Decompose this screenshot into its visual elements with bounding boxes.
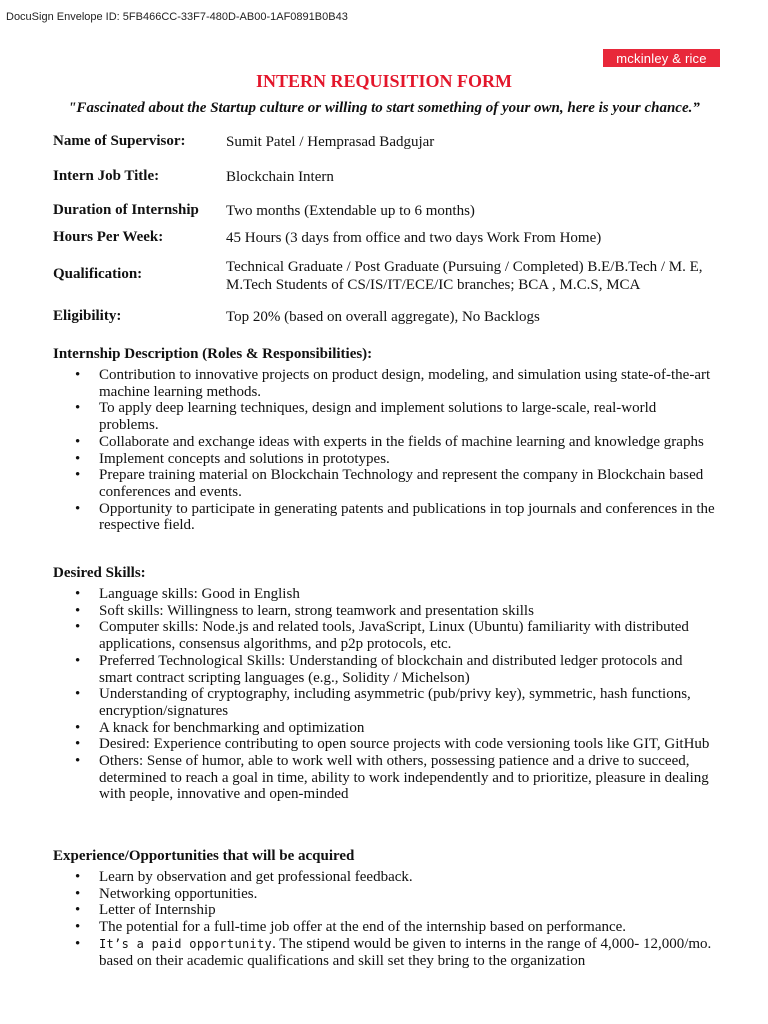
stipend-text: . The stipend would be given to interns in the range of 4,000- 12,000/mo. based on their academic qualifications and skill set they bring to the organization [99,935,712,969]
brand-logo: mckinley & rice [603,49,720,67]
section-heading-experience: Experience/Opportunities that will be acquired [53,848,355,864]
field-value: 45 Hours (3 days from office and two days Work From Home) [226,230,602,246]
tagline: "Fascinated about the Startup culture or willing to start something of your own, here is your chance.” [68,100,700,116]
roles-list [53,367,718,534]
field-label: Name of Supervisor: [53,133,186,149]
list-item: • Understanding of cryptography, including asymmetric (pub/privy key), symmetric, hash functions, encryption/signatures [53,686,718,719]
list-item: • Preferred Technological Skills: Understanding of blockchain and distributed ledger protocols and smart contract scripting languages (e.g., Solidity / Michelson) [53,653,718,686]
experience-list [53,869,718,969]
field-value: Technical Graduate / Post Graduate (Pursuing / Completed) B.E/B.Tech / M. E, M.Tech Students of CS/IS/IT/ECE/IC branches; BCA , M.C.S, MCA [226,259,703,293]
paid-opportunity-text: It’s a paid opportunity [99,936,273,951]
field-value: Two months (Extendable up to 6 months) [226,203,475,219]
list-item: • Language skills: Good in English [53,586,718,603]
list-item: • Collaborate and exchange ideas with experts in the fields of machine learning and knowledge graphs [53,434,718,451]
list-item: • A knack for benchmarking and optimization [53,720,718,737]
field-label: Hours Per Week: [53,229,164,245]
form-title: INTERN REQUISITION FORM [255,71,513,91]
list-item: • Networking opportunities. [53,886,718,903]
envelope-id: DocuSign Envelope ID: 5FB466CC-33F7-480D-AB00-1AF0891B0B43 [6,11,348,23]
list-item: • Computer skills: Node.js and related tools, JavaScript, Linux (Ubuntu) familiarity with distributed applications, consensus algorithms, and p2p protocols, etc. [53,619,718,652]
field-label: Intern Job Title: [53,168,160,184]
field-value: Blockchain Intern [226,169,334,185]
list-item: • The potential for a full-time job offer at the end of the internship based on performance. [53,919,718,936]
field-value: Sumit Patel / Hemprasad Badgujar [226,134,435,150]
list-item: • Letter of Internship [53,902,718,919]
field-label: Eligibility: [53,308,122,324]
list-item: • Contribution to innovative projects on product design, modeling, and simulation using state-of-the-art machine learning methods. [53,367,718,400]
field-label: Qualification: [53,266,143,282]
list-item: • Desired: Experience contributing to open source projects with code versioning tools like GIT, GitHub [53,736,718,753]
list-item: • Soft skills: Willingness to learn, strong teamwork and presentation skills [53,603,718,620]
list-item: • Learn by observation and get professional feedback. [53,869,718,886]
list-item: • Others: Sense of humor, able to work well with others, possessing patience and a drive to succeed, determined to reach a goal in time, ability to work independently and to prioritize, pleasure in dealing with people, innovative and open-minded [53,753,718,803]
field-label: Duration of Internship [53,202,199,218]
list-item: • To apply deep learning techniques, design and implement solutions to large-scale, real-world problems. [53,400,718,433]
list-item: • Prepare training material on Blockchain Technology and represent the company in Blockchain based conferences and events. [53,467,718,500]
list-item: • Opportunity to participate in generating patents and publications in top journals and conferences in the respective field. [53,501,718,534]
skills-list [53,586,718,803]
section-heading-skills: Desired Skills: [53,565,146,581]
list-item: • Implement concepts and solutions in prototypes. [53,451,718,468]
list-item [53,936,718,969]
field-value: Top 20% (based on overall aggregate), No Backlogs [226,309,540,325]
section-heading-roles: Internship Description (Roles & Responsibilities): [53,346,373,362]
